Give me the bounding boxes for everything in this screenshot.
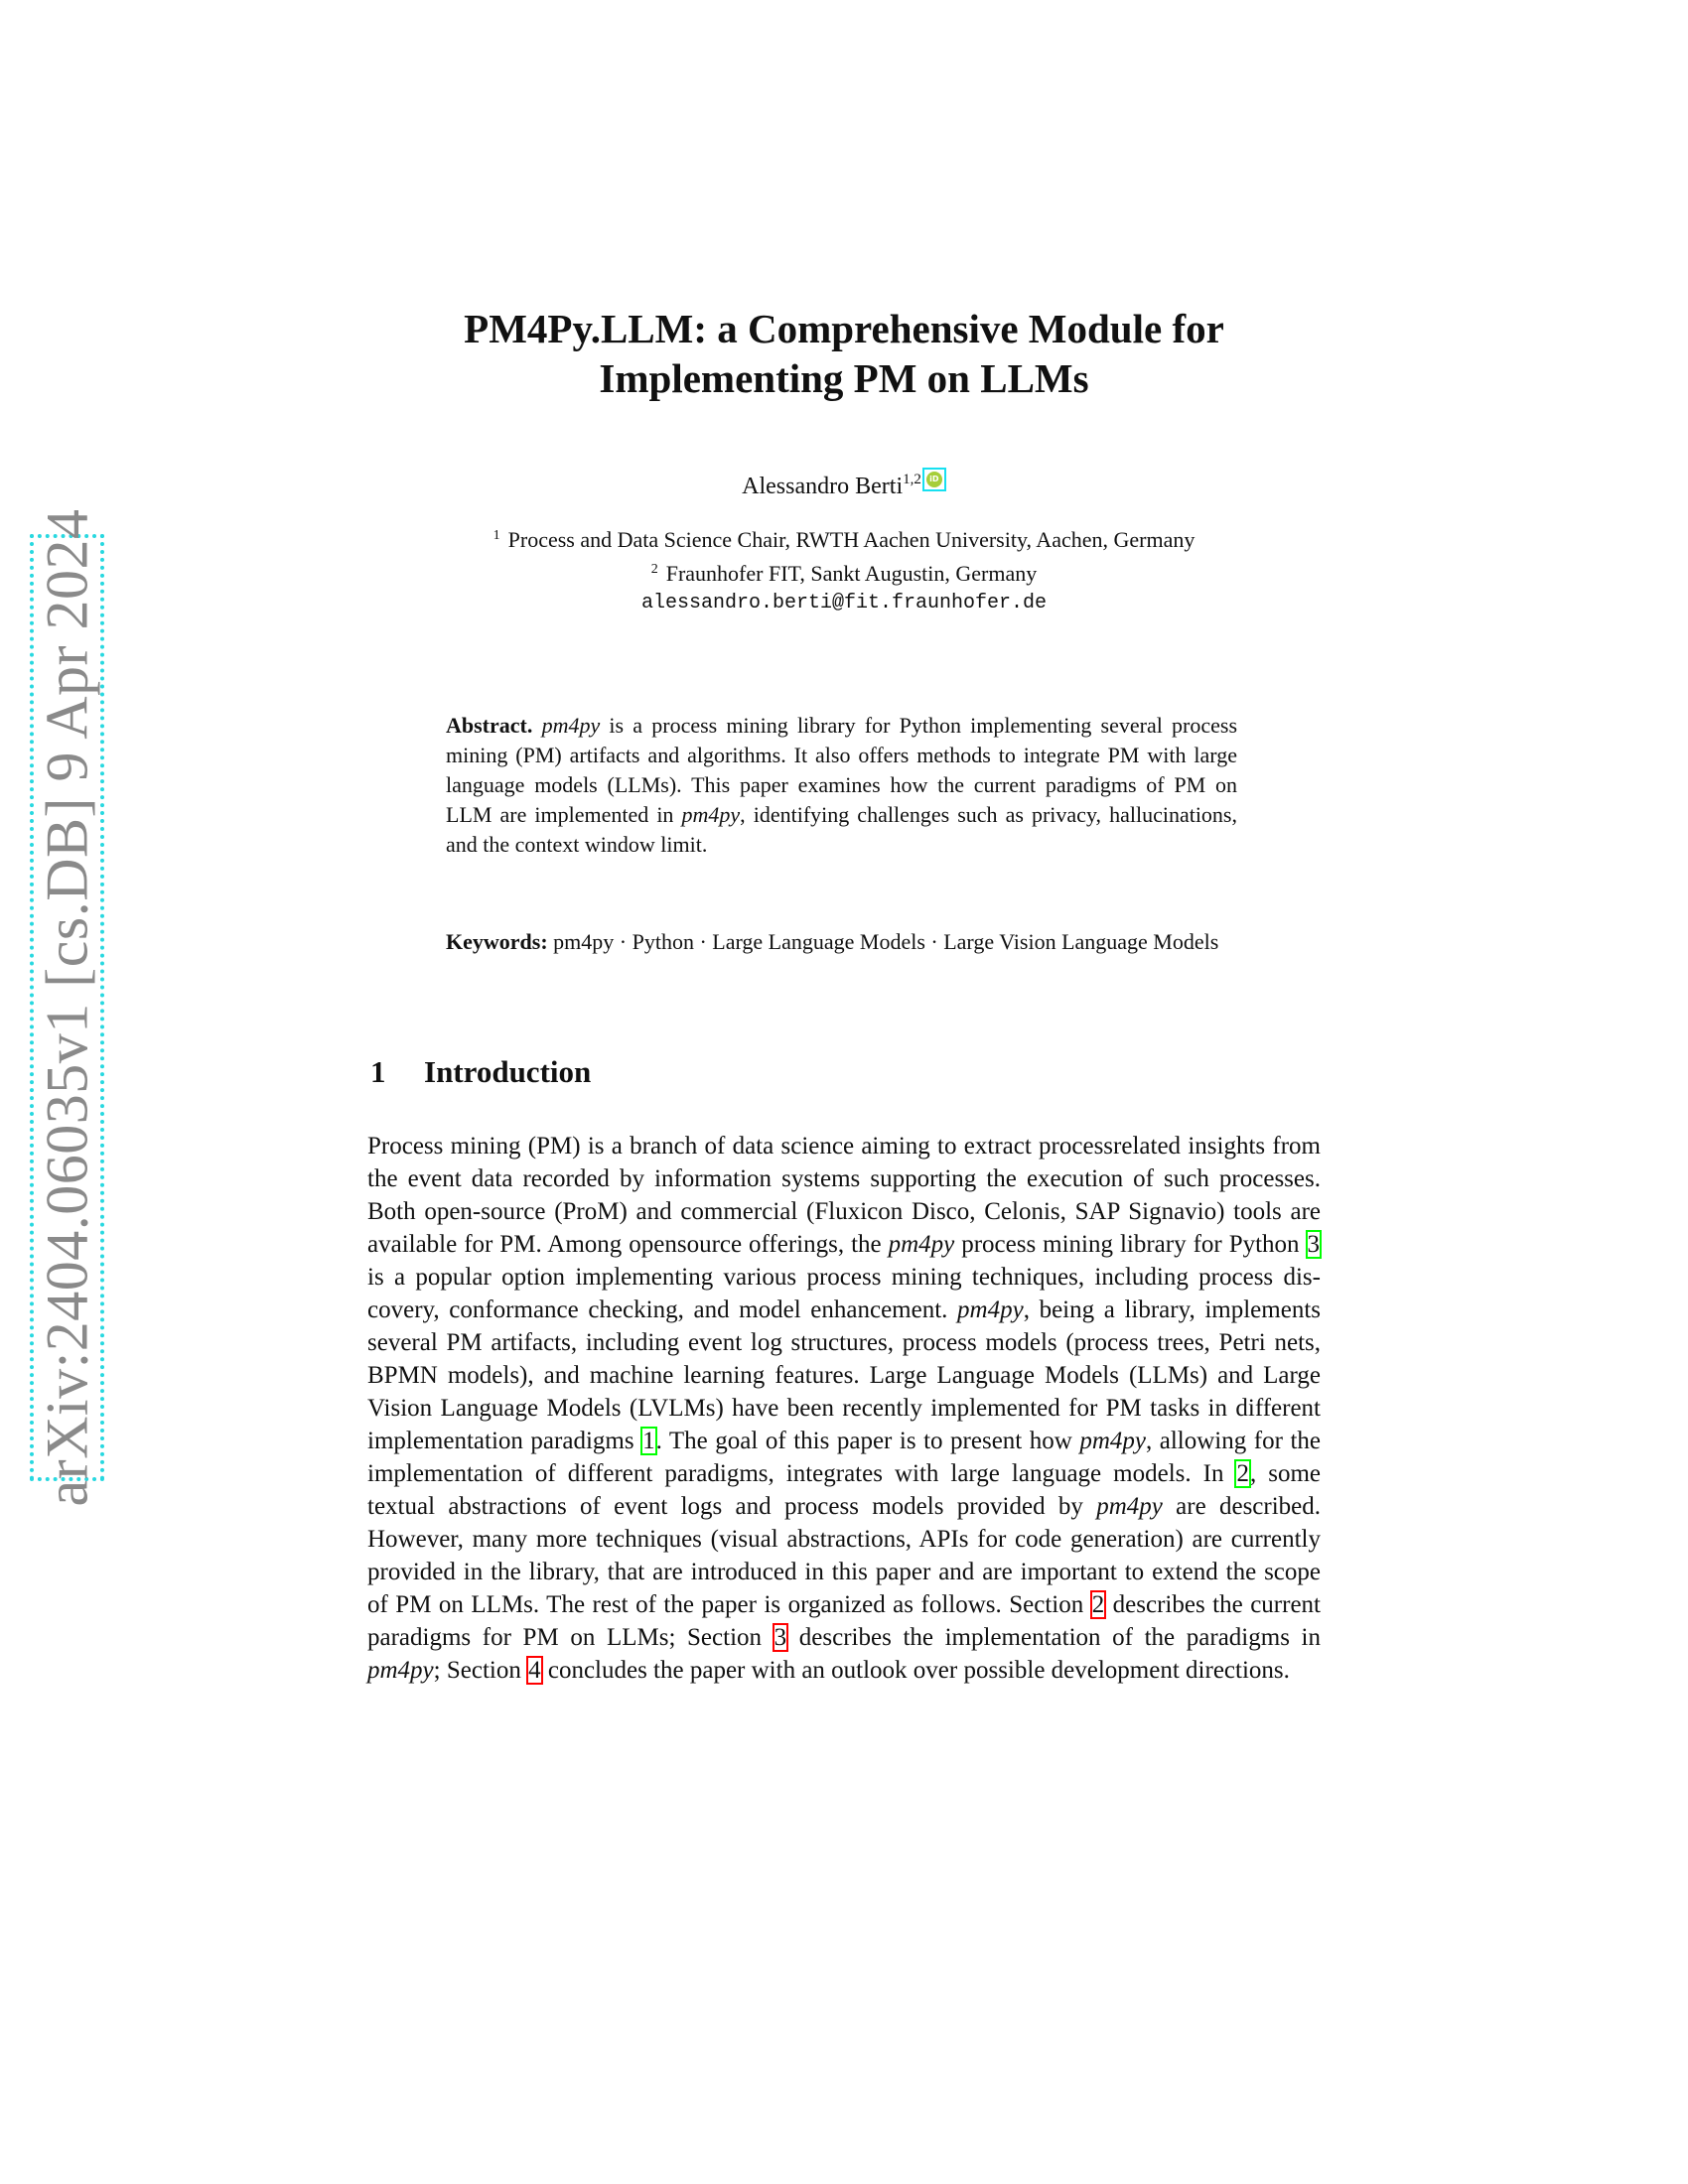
body-text: Process mining (PM) is a branch of data science aiming to extract processrelated insights from the event data recorded by information systems supporting the execution of such processes. Both open-source (ProM) and commercial (Fluxicon Disco, Celonis, SAP Signavio) tools are available for PM. Among opensource offerings, the — [367, 1133, 1321, 1258]
body-text-italic: pm4py — [367, 1657, 434, 1684]
section-ref-link-3[interactable]: 3 — [774, 1624, 787, 1651]
affiliation-text: Process and Data Science Chair, RWTH Aachen University, Aachen, Germany — [507, 527, 1196, 552]
keywords-label: Keywords: — [446, 929, 548, 954]
section-number: 1 — [370, 1054, 386, 1089]
abstract-label: Abstract. — [446, 713, 533, 738]
body-text: describes the current paradigms for PM on LLMs; Section — [367, 1591, 1321, 1651]
affiliation-number: 1 — [492, 528, 500, 543]
body-text: ; Section — [433, 1657, 528, 1684]
affiliation-text: Fraunhofer FIT, Sankt Augustin, Germany — [665, 561, 1038, 586]
abstract-text: , identifying challenges such as privacy, hallucinations, and the context window limit. — [446, 802, 1237, 857]
body-text: process mining library for Python — [954, 1231, 1307, 1258]
body-text: . The goal of this paper is to present how — [655, 1428, 1080, 1454]
body-text: , being a library, implements several PM artifacts, including event log structures, process models (process trees, Petri nets, BPMN models), and machine learning features. Large Language Models (LLMs) and Large Vision Language Models (LVLMs) have been recently implemented for PM tasks in different implementation paradigms — [367, 1297, 1321, 1454]
abstract-text: is a process mining library for Python implementing several process mining (PM) artifacts and algorithms. It also offers methods to integrate PM with large language models (LLMs). This paper examines how the current paradigms of PM on LLM are implemented in — [446, 713, 1238, 827]
body-text: , allowing for the implementation of different paradigms, integrates with large language models. In — [367, 1428, 1321, 1487]
abstract — [446, 711, 1237, 860]
body-text-italic: pm4py — [957, 1297, 1024, 1323]
section-heading-introduction — [370, 1054, 591, 1090]
title-line-2: Implementing PM on LLMs — [599, 355, 1089, 401]
section-ref-link-4[interactable]: 4 — [528, 1657, 541, 1684]
affiliation-2 — [298, 555, 1390, 589]
title-line-1: PM4Py.LLM: a Comprehensive Module for — [464, 306, 1224, 351]
author-name: Alessandro Berti — [742, 474, 904, 499]
author-email[interactable]: alessandro.berti@fit.fraunhofer.de — [640, 592, 1048, 614]
abstract-text-italic: pm4py — [541, 713, 601, 738]
introduction-paragraph — [367, 1130, 1321, 1687]
orcid-icon: iD — [926, 472, 942, 487]
body-text: concludes the paper with an outlook over possible development directions. — [541, 1657, 1290, 1684]
citation-link-2[interactable]: 2 — [1236, 1460, 1249, 1487]
body-text-italic: pm4py — [1096, 1493, 1163, 1520]
body-text-italic: pm4py — [888, 1231, 955, 1258]
section-title: Introduction — [424, 1054, 592, 1089]
author-affiliation-sup: 1,2 — [903, 472, 921, 487]
affiliation-number: 2 — [650, 562, 658, 577]
abstract-text-italic: pm4py — [681, 802, 741, 827]
citation-link-3[interactable]: 3 — [1307, 1231, 1321, 1258]
affiliations — [298, 521, 1390, 618]
body-text: are described. However, many more techniques (visual abstractions, APIs for code generation) are currently provided in the library, that are introduced in this paper and are important to extend the scope of PM on LLMs. The rest of the paper is organized as follows. Section — [367, 1493, 1322, 1618]
keywords-text: pm4py · Python · Large Language Models · Large Vision Language Models — [553, 929, 1219, 954]
arxiv-identifier-stamp[interactable] — [30, 508, 104, 1507]
section-ref-link-2[interactable]: 2 — [1091, 1591, 1105, 1618]
body-text: , some textual abstractions of event logs and process models provided by — [367, 1460, 1321, 1520]
body-text-italic: pm4py — [1079, 1428, 1146, 1454]
citation-link-1[interactable]: 1 — [642, 1428, 655, 1454]
author-line — [298, 465, 1390, 501]
paper-title — [298, 304, 1390, 403]
keywords — [446, 927, 1237, 957]
arxiv-identifier-text: arXiv:2404.06035v1 [cs.DB] 9 Apr 2024 — [34, 508, 99, 1507]
affiliation-1 — [298, 521, 1390, 555]
body-text: describes the implementation of the paradigms in — [787, 1624, 1322, 1651]
orcid-link[interactable] — [922, 468, 946, 491]
body-text: is a popular option implementing various process mining techniques, including process discovery, conformance checking, and model enhancement. — [367, 1264, 1321, 1323]
